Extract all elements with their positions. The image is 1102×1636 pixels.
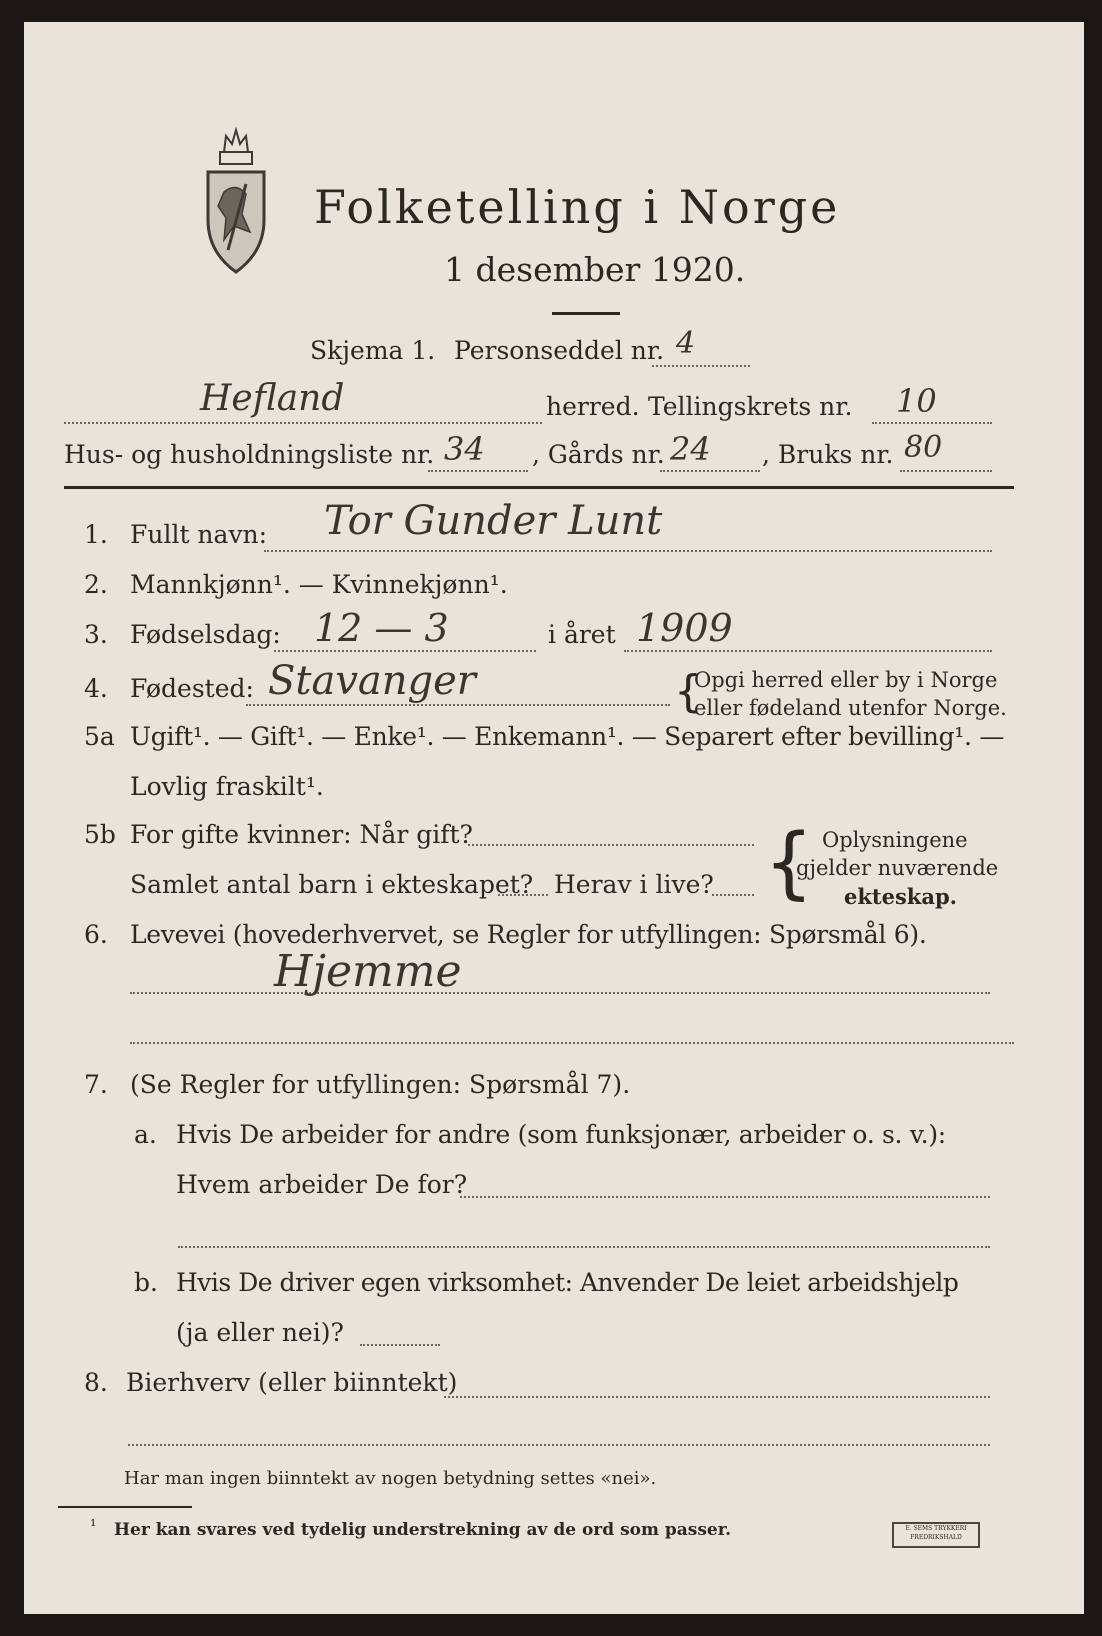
q5a-line1: Ugift¹. — Gift¹. — Enke¹. — Enkemann¹. — Separert efter bevilling¹. — bbox=[130, 722, 1005, 751]
q6-value: Hjemme bbox=[274, 946, 462, 997]
q8-label: Bierhverv (eller biinntekt) bbox=[126, 1368, 458, 1397]
q2-label: Mannkjønn¹. — Kvinnekjønn¹. bbox=[130, 570, 508, 599]
q7-number: 7. bbox=[84, 1070, 108, 1099]
q2-number: 2. bbox=[84, 570, 108, 599]
printer-stamp bbox=[892, 1522, 980, 1548]
q5b-note-3: ekteskap. bbox=[844, 884, 957, 909]
q4-label: Fødested: bbox=[130, 674, 254, 703]
census-form bbox=[24, 22, 1084, 1614]
herred-value: Hefland bbox=[200, 378, 345, 419]
gards-value: 24 bbox=[670, 430, 711, 468]
q3-year-label: i året bbox=[548, 620, 616, 649]
bottom-note: Har man ingen biinntekt av nogen betydning settes «nei». bbox=[124, 1468, 657, 1489]
q7a-letter: a. bbox=[134, 1120, 157, 1149]
q7a-sub: Hvem arbeider De for? bbox=[176, 1170, 468, 1199]
footnote-divider bbox=[58, 1506, 192, 1508]
bruks-value: 80 bbox=[904, 430, 943, 465]
q4-brace: { bbox=[674, 666, 702, 717]
personseddel-line bbox=[652, 365, 750, 367]
q3-year-line bbox=[624, 650, 992, 652]
norway-coat-of-arms-icon bbox=[194, 122, 278, 280]
q4-line bbox=[246, 704, 670, 706]
q4-number: 4. bbox=[84, 674, 108, 703]
q4-note-2: eller fødeland utenfor Norge. bbox=[694, 696, 1007, 720]
q8-line-2 bbox=[128, 1444, 990, 1446]
q7b-sub: (ja eller nei)? bbox=[176, 1318, 344, 1347]
q5b-note-2: gjelder nuværende bbox=[796, 856, 999, 880]
hus-line bbox=[428, 470, 528, 472]
q7-label: (Se Regler for utfyllingen: Spørsmål 7). bbox=[130, 1070, 631, 1099]
q1-label: Fullt navn: bbox=[130, 520, 268, 549]
title-divider bbox=[552, 312, 620, 315]
q5b-line1: For gifte kvinner: Når gift? bbox=[130, 820, 473, 849]
printer-stamp-text: E. SEMS TRYKKERI FREDRIKSHALD bbox=[905, 1525, 967, 1541]
q8-number: 8. bbox=[84, 1368, 108, 1397]
q7a-line-2 bbox=[178, 1246, 990, 1248]
q6-number: 6. bbox=[84, 920, 108, 949]
q5b-brace: { bbox=[764, 818, 814, 908]
q5b-married-line bbox=[468, 844, 754, 846]
footnote-text: Her kan svares ved tydelig understrekning av de ord som passer. bbox=[114, 1520, 732, 1540]
q5a-number: 5a bbox=[84, 722, 115, 751]
herred-label: herred. bbox=[546, 392, 640, 421]
skjema-label: Skjema 1. bbox=[310, 336, 436, 365]
tellingskrets-label: Tellingskrets nr. bbox=[648, 392, 853, 421]
q7a-line-1 bbox=[460, 1196, 990, 1198]
q6-line-2 bbox=[130, 1042, 1014, 1044]
header-divider bbox=[64, 486, 1014, 489]
gards-line bbox=[660, 470, 760, 472]
q5a-line2: Lovlig fraskilt¹. bbox=[130, 772, 324, 801]
bruks-line bbox=[900, 470, 992, 472]
form-title: Folketelling i Norge bbox=[314, 180, 841, 234]
hus-value: 34 bbox=[444, 430, 485, 468]
q5b-line2a: Samlet antal barn i ekteskapet? bbox=[130, 870, 534, 899]
q3-year-value: 1909 bbox=[636, 606, 733, 650]
q7a-text: Hvis De arbeider for andre (som funksjonær, arbeider o. s. v.): bbox=[176, 1120, 946, 1149]
q1-number: 1. bbox=[84, 520, 108, 549]
gards-label: , Gårds nr. bbox=[532, 440, 665, 469]
q1-value: Tor Gunder Lunt bbox=[324, 498, 663, 544]
tellingskrets-value: 10 bbox=[896, 382, 937, 420]
q8-line-1 bbox=[444, 1396, 990, 1398]
q4-note-1: Opgi herred eller by i Norge bbox=[694, 668, 998, 692]
q6-line-1 bbox=[130, 992, 990, 994]
q5b-children-line bbox=[498, 894, 548, 896]
q5b-note-1: Oplysningene bbox=[822, 828, 968, 852]
footnote-mark: ¹ bbox=[90, 1516, 97, 1535]
q3-number: 3. bbox=[84, 620, 108, 649]
q1-line bbox=[264, 550, 992, 552]
q4-value: Stavanger bbox=[268, 658, 476, 704]
q5b-alive-line bbox=[712, 894, 754, 896]
q3-line bbox=[274, 650, 536, 652]
q5b-number: 5b bbox=[84, 820, 116, 849]
personseddel-value: 4 bbox=[676, 326, 696, 361]
q3-value: 12 — 3 bbox=[314, 606, 449, 650]
q7b-line bbox=[360, 1344, 440, 1346]
q6-label: Levevei (hovederhvervet, se Regler for utfyllingen: Spørsmål 6). bbox=[130, 920, 927, 949]
q5b-line2b: Herav i live? bbox=[554, 870, 714, 899]
q7b-letter: b. bbox=[134, 1268, 158, 1297]
tellingskrets-line bbox=[872, 422, 992, 424]
personseddel-label: Personseddel nr. bbox=[454, 336, 665, 365]
hus-label: Hus- og husholdningsliste nr. bbox=[64, 440, 435, 469]
q3-label: Fødselsdag: bbox=[130, 620, 281, 649]
herred-line bbox=[64, 422, 542, 424]
bruks-label: , Bruks nr. bbox=[762, 440, 894, 469]
q7b-text: Hvis De driver egen virksomhet: Anvender De leiet arbeidshjelp bbox=[176, 1268, 959, 1297]
census-date: 1 desember 1920. bbox=[444, 250, 746, 289]
